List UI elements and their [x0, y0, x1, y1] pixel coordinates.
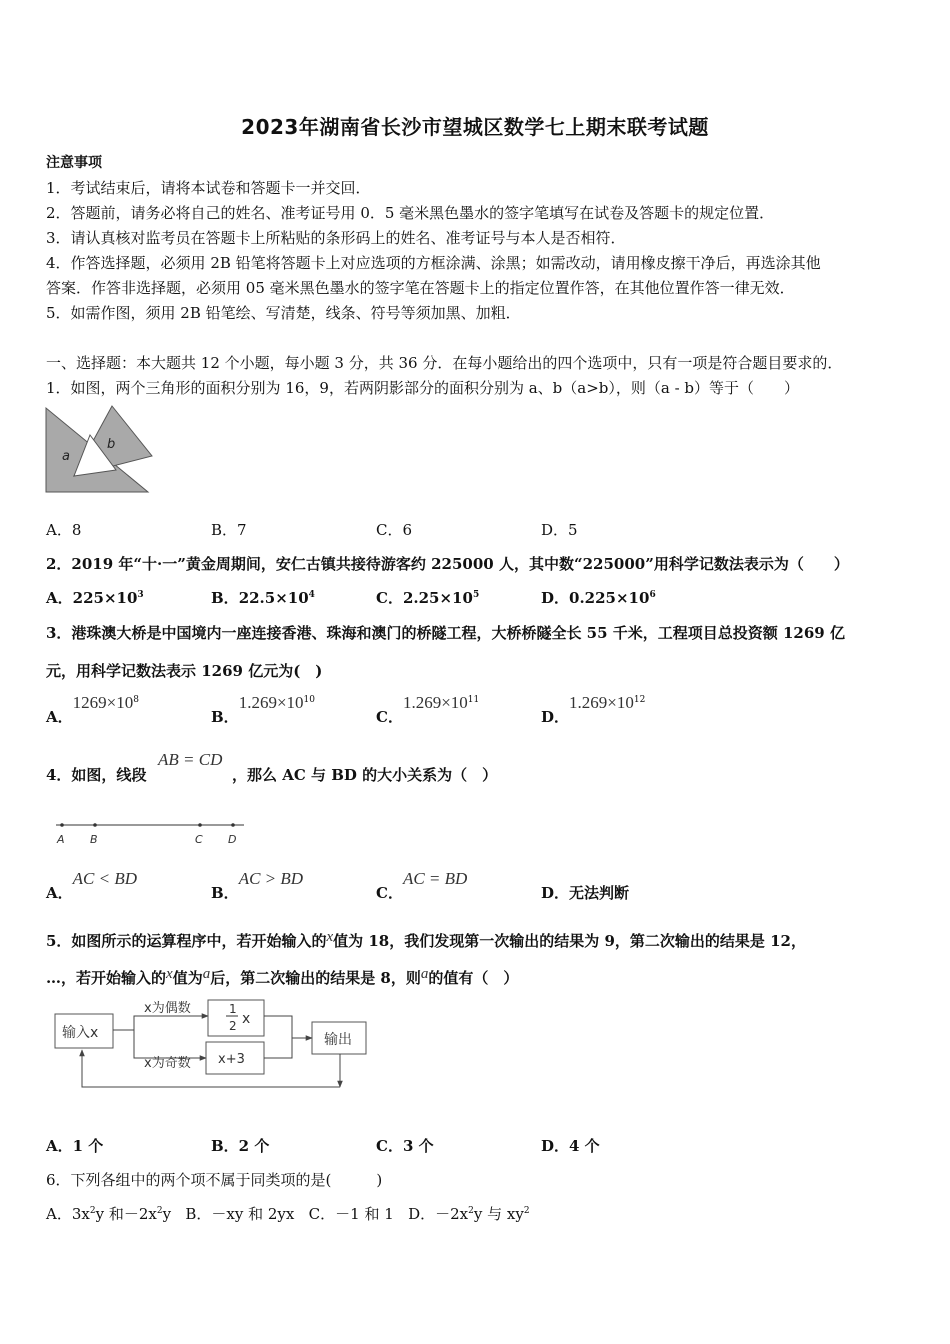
notice-item: 3．请认真核对监考员在答题卡上所粘贴的条形码上的姓名、准考证号与本人是否相符． [46, 229, 626, 247]
flow-odd-label: x为奇数 [144, 1056, 191, 1071]
flow-output-label: 输出 [324, 1032, 352, 1048]
q5-stem-line1: 5．如图所示的运算程序中，若开始输入的x值为 18，我们发现第一次输出的结果为 9，第二次输出的结果是 12， [46, 929, 806, 950]
q2-option-b: B．$22.5\times 10^4$ [211, 589, 315, 607]
q1-option-c: C．6 [376, 521, 413, 539]
q4-option-d: D．无法判断 [541, 884, 630, 902]
q5-option-d: D．4 个 [541, 1137, 600, 1155]
notice-item: 2．答题前，请务必将自己的姓名、准考证号用 0．5 毫米黑色墨水的签字笔填写在试卷及答题卡的规定位置． [46, 204, 775, 222]
q4-option-b: B．AC > BD [211, 869, 304, 902]
q6-stem: 6．下列各组中的两个项不属于同类项的是( ) [46, 1171, 383, 1189]
q4-stem-pre: 4．如图，线段 [46, 766, 147, 784]
q1-stem: 1．如图，两个三角形的面积分别为 16，9，若两阴影部分的面积分别为 a、b（a>b），则（a - b）等于（ ） [46, 379, 800, 397]
flow-input-label: 输入x [62, 1025, 99, 1041]
frac-var: x [242, 1011, 251, 1027]
q3-stem-line2: 元，用科学记数法表示 1269 亿元为( ) [46, 662, 323, 680]
frac-num: 1 [229, 1002, 237, 1016]
q3-option-c: C．$1.269\times 10^{11}$ [376, 693, 480, 726]
page-title: 2023年湖南省长沙市望城区数学七上期末联考试题 [241, 115, 709, 139]
notice-heading: 注意事项 [46, 155, 102, 171]
q5-stem-line2: …，若开始输入的x值为a后，第二次输出的结果是 8，则a的值有（ ） [46, 966, 519, 987]
q6-options: A．$3x^2y$ 和$-2x^2y$ B．－xy 和 2yx C．－1 和 1 D．$-2x^2y$ 与 $xy^2$ [46, 1205, 530, 1223]
point-d: D [228, 833, 237, 846]
flow-plus-label: x+3 [218, 1052, 245, 1067]
q2-option-a: A．$225\times 10^3$ [46, 589, 144, 607]
q3-option-a: A．$1269\times 10^8$ [46, 693, 139, 726]
q5-option-b: B．2 个 [211, 1137, 270, 1155]
q2-option-d: D．$0.225\times 10^6$ [541, 589, 656, 607]
q3-option-d: D．$1.269\times 10^{12}$ [541, 693, 646, 726]
frac-den: 2 [229, 1019, 237, 1033]
q4-segment-figure [50, 816, 250, 850]
q3-option-b: B．$1.269\times 10^{10}$ [211, 693, 315, 726]
notice-item: 4．作答选择题，必须用 2B 铅笔将答题卡上对应选项的方框涂满、涂黑；如需改动，请用橡皮擦干净后，再选涂其他 [46, 254, 821, 272]
q1-option-b: B．7 [211, 521, 247, 539]
q4-option-a: A．AC < BD [46, 869, 137, 902]
point-c: C [195, 833, 203, 846]
q5-option-c: C．3 个 [376, 1137, 434, 1155]
notice-item: 答案．作答非选择题，必须用 05 毫米黑色墨水的签字笔在答题卡上的指定位置作答，在其他位置作答一律无效． [46, 279, 795, 297]
q2-option-c: C．$2.25\times 10^5$ [376, 589, 480, 607]
q1-triangles-figure [44, 404, 156, 496]
section-heading: 一、选择题：本大题共 12 个小题，每小题 3 分，共 36 分．在每小题给出的四个选项中，只有一项是符合题目要求的． [46, 354, 843, 372]
q3-stem-line1: 3．港珠澳大桥是中国境内一座连接香港、珠海和澳门的桥隧工程，大桥桥隧全长 55 千米，工程项目总投资额 1269 亿 [46, 624, 845, 642]
notice-item: 5．如需作图，须用 2B 铅笔绘、写清楚，线条、符号等须加黑、加粗． [46, 304, 521, 322]
q4-expr: AB = CD [158, 750, 223, 769]
q2-stem: 2．2019 年“十·一”黄金周期间，安仁古镇共接待游客约 225000 人，其中数“225000”用科学记数法表示为（ ） [46, 555, 849, 573]
q5-option-a: A．1 个 [46, 1137, 104, 1155]
notice-item: 1．考试结束后，请将本试卷和答题卡一并交回． [46, 179, 371, 197]
q4-option-c: C．AC = BD [376, 869, 468, 902]
q5-flowchart [50, 994, 375, 1099]
point-b: B [90, 833, 98, 846]
flow-even-label: x为偶数 [144, 1001, 191, 1016]
label-a: a [62, 449, 70, 464]
q4-stem-post: ，那么 AC 与 BD 的大小关系为（ ） [232, 766, 498, 784]
point-a: A [57, 833, 65, 846]
q1-option-d: D．5 [541, 521, 578, 539]
q1-option-a: A．8 [46, 521, 82, 539]
label-b: b [107, 437, 116, 452]
